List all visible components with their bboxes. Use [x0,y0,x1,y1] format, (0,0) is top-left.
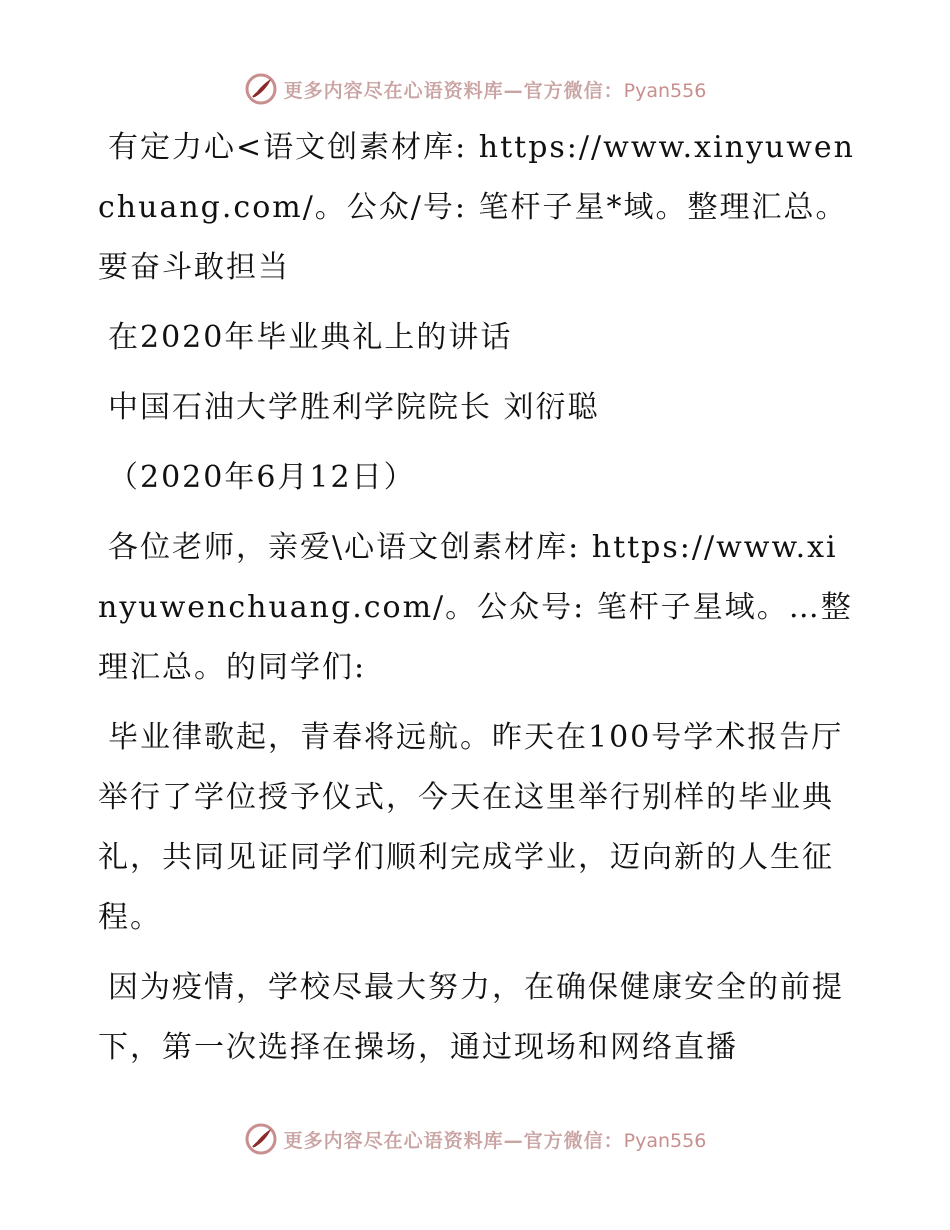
speech-title: 在2020年毕业典礼上的讲话 [108,320,513,355]
quill-pen-logo-icon [244,72,278,106]
watermark-text [284,1126,707,1153]
watermark-text [284,76,707,103]
wechat-id: Pyan556 [623,1129,707,1152]
paragraph: 有定力心<语文创素材库: https://www.xinyuwenchuang.com/。公众/号: 笔杆子星*域。整理汇总。要奋斗敢担当 [98,130,856,285]
speaker-line: 中国石油大学胜利学院院长 刘衍聪 [108,390,600,425]
footer-watermark-banner [0,1122,950,1156]
paragraph: 因为疫情，学校尽最大努力，在确保健康安全的前提下，第一次选择在操场，通过现场和网络直播 [98,970,844,1065]
header-watermark-banner [0,72,950,106]
document-body [98,118,858,1088]
wechat-id: Pyan556 [623,79,707,102]
salutation: 各位老师，亲爱\心语文创素材库: https://www.xinyuwenchuang.com/。公众号: 笔杆子星域。…整理汇总。的同学们: [98,530,853,685]
watermark-label: 更多内容尽在心语资料库—官方微信： [283,1129,624,1152]
quill-pen-logo-icon [244,1122,278,1156]
paragraph: 毕业律歌起，青春将远航。昨天在100号学术报告厅举行了学位授予仪式，今天在这里举行别样的毕业典礼，共同见证同学们顺利完成学业，迈向新的人生征程。 [98,720,844,935]
watermark-label: 更多内容尽在心语资料库—官方微信： [283,79,624,102]
speech-date: （2020年6月12日） [108,460,416,495]
